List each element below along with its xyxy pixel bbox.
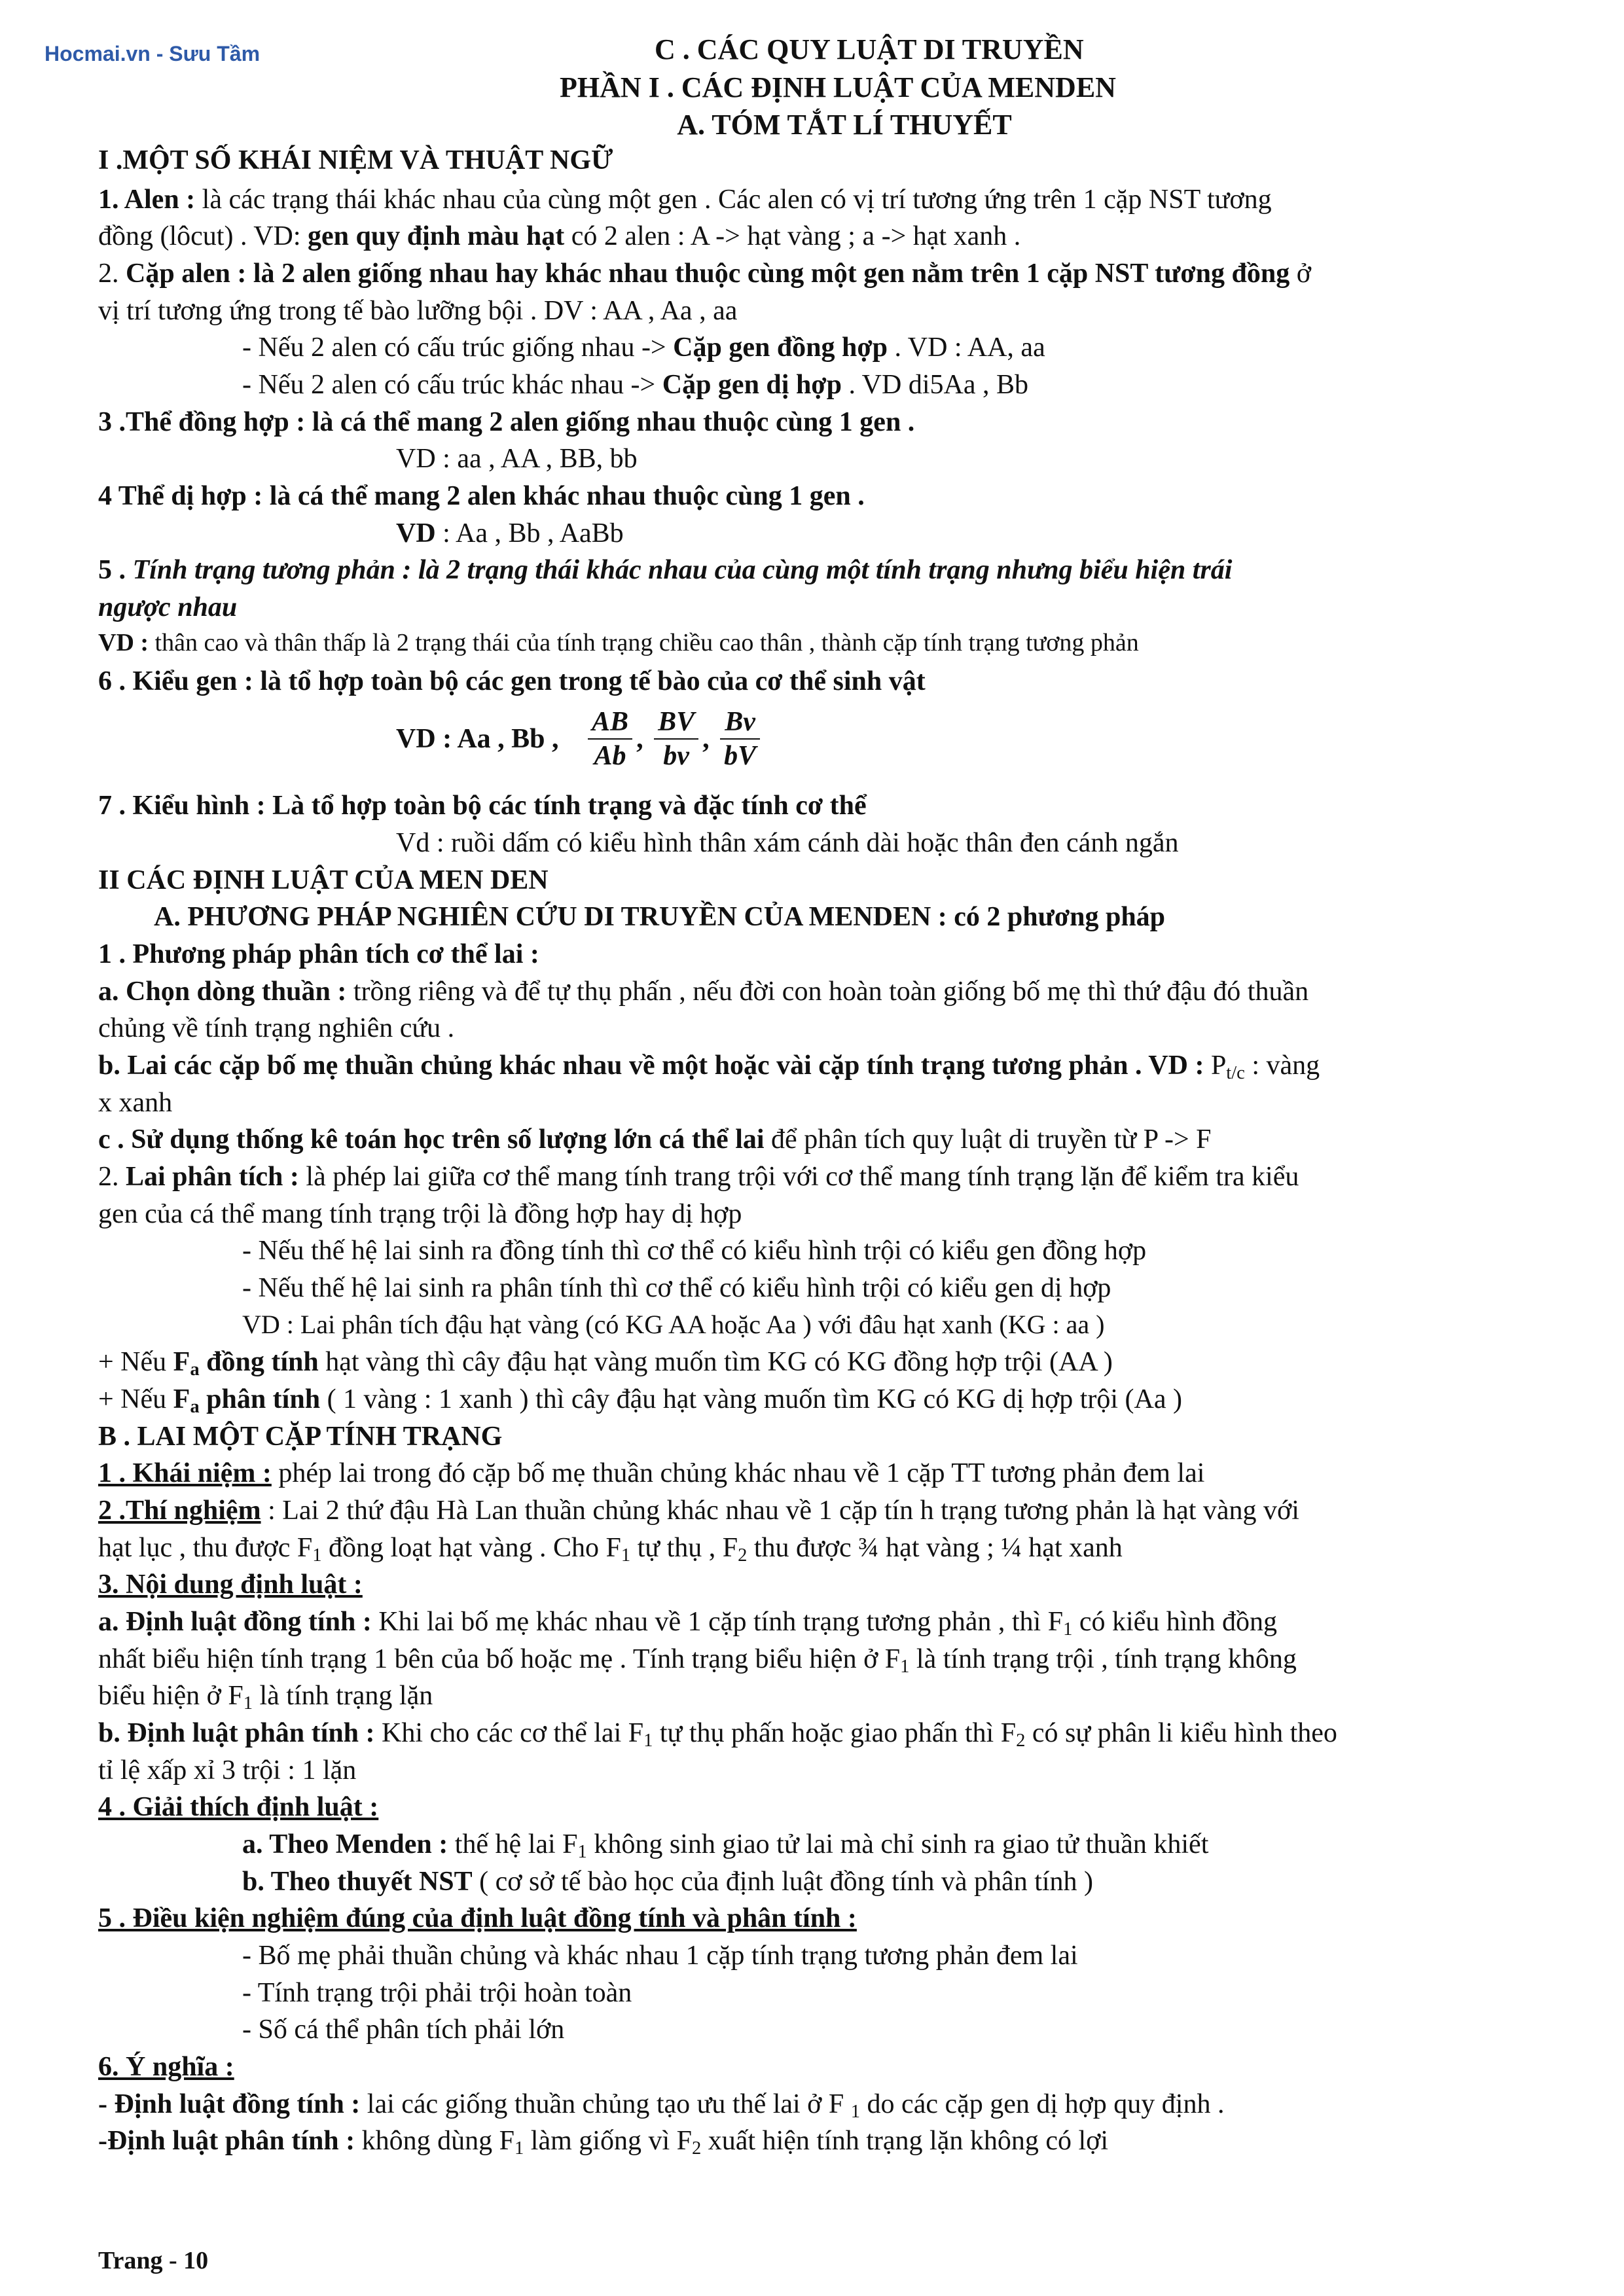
cap-alen-bold: Cặp alen : là 2 alen giống nhau hay khác nhau thuộc cùng một gen nằm trên 1 cặp NST tương đồng — [126, 259, 1290, 289]
title-line-2: PHẦN I . CÁC ĐỊNH LUẬT CỦA MENDEN — [560, 71, 1116, 103]
kieu-hinh-line: 7 . Kiểu hình : Là tổ hợp toàn bộ các tính trạng và đặc tính cơ thể — [98, 791, 867, 821]
kieu-gen-vd-label: VD : Aa , Bb , — [396, 724, 559, 754]
p1-pre: + Nếu — [98, 1347, 173, 1377]
yn2-tail: xuất hiện tính trạng lặn không có lợi — [701, 2126, 1109, 2156]
gt-a-sub: 1 — [577, 1842, 587, 1863]
p1-bold: đồng tính — [199, 1347, 319, 1377]
m2-text: là phép lai giữa cơ thể mang tính trang trội với cơ thể mang tính trạng lặn để kiểm tra kiểu — [298, 1162, 1299, 1192]
p2-sub: a — [190, 1397, 200, 1418]
comma-1: , — [636, 724, 643, 754]
method-2-bullet-2: - Nếu thế hệ lai sinh ra phân tính thì cơ thể có kiểu hình trội có kiểu gen dị hợp — [242, 1273, 1111, 1303]
m1-b-sub: t/c — [1226, 1063, 1245, 1084]
tuong-phan-line-2: ngược nhau — [98, 592, 238, 622]
gt-a-bold: a. Theo Menden : — [242, 1829, 448, 1859]
kieu-hinh-vd: Vd : ruồi dấm có kiểu hình thân xám cánh dài hoặc thân đen cánh ngắn — [396, 828, 1179, 858]
tuong-phan-text: Tính trạng tương phản : là 2 trạng thái khác nhau của cùng một tính trạng nhưng biểu hiện trái — [132, 555, 1233, 585]
fraction-ab-ab — [588, 708, 632, 770]
yn1-text: lai các giống thuần chủng tạo ưu thế lai ở F — [360, 2089, 851, 2119]
yn2-text: không dùng F — [355, 2126, 515, 2156]
alen-line-1 — [98, 185, 1272, 215]
section-2-sub-a: A. PHƯƠNG PHÁP NGHIÊN CỨU DI TRUYỀN CỦA MENDEN : có 2 phương pháp — [154, 902, 1166, 932]
tn-c3s: 2 — [738, 1545, 748, 1566]
m2-num: 2. — [98, 1162, 126, 1192]
alen-line-2 — [98, 221, 1020, 251]
yn1-tail: do các cặp gen dị hợp quy định . — [860, 2089, 1225, 2119]
alen-cont-b: gen quy định màu hạt — [308, 221, 565, 251]
m2-bold: Lai phân tích : — [126, 1162, 299, 1192]
section-heading-2: II CÁC ĐỊNH LUẬT CỦA MEN DEN — [98, 865, 549, 895]
method-1-heading: 1 . Phương pháp phân tích cơ thể lai : — [98, 939, 539, 969]
kieu-gen-line: 6 . Kiểu gen : là tổ hợp toàn bộ các gen trong tế bào của cơ thể sinh vật — [98, 666, 926, 696]
tn-c1: hạt lục , thu được F — [98, 1533, 313, 1563]
gt-a-text: thế hệ lai F — [448, 1829, 578, 1859]
frac3-den: bV — [724, 741, 757, 771]
cap-alen-bullet-1 — [242, 332, 1045, 363]
tn-c1s: 1 — [312, 1545, 322, 1566]
y-nghia-1 — [98, 2089, 1225, 2123]
phan-tinh-bold: b. Định luật phân tính : — [98, 1718, 375, 1748]
method-1-a — [98, 977, 1308, 1007]
dieu-kien-heading: 5 . Điều kiện nghiệm đúng của định luật đồng tính và phân tính : — [98, 1903, 857, 1933]
frac2-num: BV — [654, 708, 698, 740]
b2-pre: - Nếu 2 alen có cấu trúc khác nhau -> — [242, 370, 662, 400]
title-line-1: C . CÁC QUY LUẬT DI TRUYỀN — [655, 33, 1084, 65]
dong-tinh-line-1 — [98, 1607, 1277, 1640]
di-hop-vd-value: : Aa , Bb , AaBb — [435, 518, 624, 548]
dong-tinh-c1s: 1 — [900, 1657, 910, 1677]
y-nghia-heading: 6. Ý nghĩa : — [98, 2052, 234, 2082]
noi-dung-heading: 3. Nội dung định luật : — [98, 1570, 363, 1600]
cap-alen-bullet-2 — [242, 370, 1028, 400]
di-hop-vd-label: VD — [396, 518, 436, 548]
gt-b-bold: b. Theo thuyết NST — [242, 1867, 473, 1897]
phan-tinh-line-2: tỉ lệ xấp xỉ 3 trội : 1 lặn — [98, 1755, 357, 1785]
title-line-3: A. TÓM TẮT LÍ THUYẾT — [677, 109, 1012, 141]
method-2-plus-2 — [98, 1384, 1182, 1418]
m1-b-p: P — [1204, 1050, 1227, 1081]
yn1-bold: - Định luật đồng tính : — [98, 2089, 361, 2119]
dong-tinh-c1: nhất biểu hiện tính trạng 1 bên của bố hoặc mẹ . Tính trạng biểu hiện ở F — [98, 1644, 901, 1674]
tuong-phan-vd-text: thân cao và thân thấp là 2 trạng thái của tính trạng chiều cao thân , thành cặp tính trạng tương phản — [149, 629, 1139, 656]
p2-text: ( 1 vàng : 1 xanh ) thì cây đậu hạt vàng muốn tìm KG có KG dị hợp trội (Aa ) — [320, 1384, 1182, 1414]
b1-bold: Cặp gen đồng hợp — [673, 332, 888, 363]
di-hop-vd — [396, 518, 624, 548]
thi-nghiem-text: : Lai 2 thứ đậu Hà Lan thuần chủng khác nhau về 1 cặp tín h trạng tương phản là hạt vàng với — [261, 1496, 1299, 1526]
alen-def: là các trạng thái khác nhau của cùng một gen . Các alen có vị trí tương ứng trên 1 cặp NST tương — [195, 185, 1272, 215]
phan-tinh-mid: tự thụ phấn hoặc giao phấn thì F — [653, 1718, 1017, 1748]
dong-tinh-tail: có kiểu hình đồng — [1072, 1607, 1277, 1637]
phan-tinh-tail: có sự phân li kiểu hình theo — [1025, 1718, 1337, 1748]
khai-niem-text: phép lai trong đó cặp bố mẹ thuần chủng khác nhau về 1 cặp TT tương phản đem lai — [271, 1458, 1205, 1488]
yn2-sub: 1 — [514, 2138, 524, 2159]
giai-thich-heading: 4 . Giải thích định luật : — [98, 1792, 379, 1822]
m1-c-bold: c . Sử dụng thống kê toán học trên số lượng lớn cá thể lai — [98, 1124, 765, 1155]
thi-nghiem — [98, 1496, 1299, 1526]
m1-a-bold: a. Chọn dòng thuần : — [98, 977, 347, 1007]
p2-pre: + Nếu — [98, 1384, 173, 1414]
section-heading-1: I .MỘT SỐ KHÁI NIỆM VÀ THUẬT NGỮ — [98, 145, 613, 175]
frac1-num: AB — [588, 708, 632, 740]
method-2-vd: VD : Lai phân tích đậu hạt vàng (có KG AA hoặc Aa ) với đâu hạt xanh (KG : aa ) — [242, 1310, 1105, 1339]
method-2-plus-1 — [98, 1347, 1113, 1380]
frac1-den: Ab — [594, 741, 626, 771]
b2-bold: Cặp gen dị hợp — [662, 370, 842, 400]
b1-pre: - Nếu 2 alen có cấu trúc giống nhau -> — [242, 332, 674, 363]
p2-f: F — [173, 1384, 190, 1414]
page-number: Trang - 10 — [98, 2247, 209, 2274]
fraction-bv-bv2 — [720, 708, 760, 770]
m1-b-tail: : vàng — [1244, 1050, 1320, 1081]
khai-niem — [98, 1458, 1204, 1488]
dong-tinh-c2s: 1 — [243, 1693, 253, 1714]
cap-alen-tail: ở — [1290, 259, 1311, 289]
gt-a-tail: không sinh giao tử lai mà chỉ sinh ra giao tử thuần khiết — [586, 1829, 1209, 1859]
method-1-b-cont: x xanh — [98, 1088, 173, 1118]
yn1-sub: 1 — [850, 2102, 861, 2123]
giai-thich-b — [242, 1867, 1093, 1897]
fraction-bv-bv — [654, 708, 698, 770]
watermark: Hocmai.vn - Sưu Tầm — [45, 42, 261, 65]
p1-f: F — [173, 1347, 190, 1377]
thi-nghiem-label: 2 .Thí nghiệm — [98, 1496, 261, 1526]
frac2-den: bv — [663, 741, 689, 771]
dong-tinh-bold: a. Định luật đồng tính : — [98, 1607, 372, 1637]
method-1-c — [98, 1124, 1212, 1155]
comma-2: , — [702, 724, 710, 754]
dong-tinh-sub: 1 — [1063, 1619, 1073, 1640]
tuong-phan-vd — [98, 630, 1139, 657]
dong-tinh-line-3 — [98, 1681, 433, 1714]
phan-tinh-text: Khi cho các cơ thể lai F — [374, 1718, 644, 1748]
dong-hop-vd: VD : aa , AA , BB, bb — [396, 444, 638, 474]
p1-text: hạt vàng thì cây đậu hạt vàng muốn tìm KG có KG đồng hợp trội (AA ) — [318, 1347, 1113, 1377]
dong-tinh-c2: biểu hiện ở F — [98, 1681, 244, 1711]
yn2-bold: -Định luật phân tính : — [98, 2126, 355, 2156]
alen-cont-c: có 2 alen : A -> hạt vàng ; a -> hạt xanh . — [564, 221, 1021, 251]
tuong-phan-line-1 — [98, 555, 1232, 585]
dong-tinh-line-2 — [98, 1644, 1297, 1677]
yn2-sub2: 2 — [691, 2138, 702, 2159]
p1-sub: a — [190, 1359, 200, 1380]
tn-c4: thu được ¾ hạt vàng ; ¼ hạt xanh — [747, 1533, 1123, 1563]
tn-c2s: 1 — [621, 1545, 631, 1566]
dong-tinh-text: Khi lai bố mẹ khác nhau về 1 cặp tính trạng tương phản , thì F — [371, 1607, 1064, 1637]
thi-nghiem-cont — [98, 1533, 1123, 1566]
dong-hop-line: 3 .Thể đồng hợp : là cá thể mang 2 alen giống nhau thuộc cùng 1 gen . — [98, 407, 915, 437]
alen-term: 1. Alen : — [98, 185, 196, 215]
dong-tinh-c2t: là tính trạng lặn — [252, 1681, 433, 1711]
dong-tinh-c1t: là tính trạng trội , tính trạng không — [909, 1644, 1297, 1674]
di-hop-line: 4 Thể dị hợp : là cá thể mang 2 alen khác nhau thuộc cùng 1 gen . — [98, 481, 865, 511]
khai-niem-label: 1 . Khái niệm : — [98, 1458, 272, 1488]
frac3-num: Bv — [720, 708, 760, 740]
phan-tinh-line-1 — [98, 1718, 1337, 1751]
m1-a-text: trồng riêng và để tự thụ phấn , nếu đời con hoàn toàn giống bố mẹ thì thứ đậu đó thuần — [346, 977, 1309, 1007]
m1-b-bold: b. Lai các cặp bố mẹ thuần chủng khác nhau về một hoặc vài cặp tính trạng tương phản . VD : — [98, 1050, 1204, 1081]
b1-post: . VD : AA, aa — [888, 332, 1045, 363]
cap-alen-num: 2. — [98, 259, 126, 289]
b2-post: . VD di5Aa , Bb — [841, 370, 1028, 400]
method-2 — [98, 1162, 1299, 1192]
phan-tinh-sub2: 2 — [1016, 1731, 1026, 1751]
cap-alen-line-1 — [98, 259, 1311, 289]
section-b-heading: B . LAI MỘT CẶP TÍNH TRẠNG — [98, 1422, 503, 1452]
m1-c-text: để phân tích quy luật di truyền từ P -> F — [764, 1124, 1212, 1155]
giai-thich-a — [242, 1829, 1209, 1863]
method-1-b — [98, 1050, 1320, 1084]
dieu-kien-1: - Bố mẹ phải thuần chủng và khác nhau 1 cặp tính trạng tương phản đem lai — [242, 1941, 1078, 1971]
alen-cont-a: đồng (lôcut) . VD: — [98, 221, 308, 251]
gt-b-text: ( cơ sở tế bào học của định luật đồng tính và phân tính ) — [472, 1867, 1094, 1897]
tn-c3: tự thụ , F — [630, 1533, 738, 1563]
method-2-cont: gen của cá thể mang tính trạng trội là đồng hợp hay dị hợp — [98, 1199, 742, 1229]
yn2-mid: làm giống vì F — [524, 2126, 692, 2156]
cap-alen-line-2: vị trí tương ứng trong tế bào lưỡng bội . DV : AA , Aa , aa — [98, 296, 738, 326]
method-1-a-cont: chủng về tính trạng nghiên cứu . — [98, 1013, 455, 1043]
tuong-phan-num: 5 . — [98, 555, 133, 585]
y-nghia-2 — [98, 2126, 1109, 2159]
kieu-gen-vd — [396, 708, 764, 770]
p2-bold: phân tính — [199, 1384, 321, 1414]
dieu-kien-3: - Số cá thể phân tích phải lớn — [242, 2015, 565, 2045]
tuong-phan-vd-label: VD : — [98, 629, 149, 656]
tn-c2: đồng loạt hạt vàng . Cho F — [321, 1533, 621, 1563]
method-2-bullet-1: - Nếu thế hệ lai sinh ra đồng tính thì cơ thể có kiểu hình trội có kiểu gen đồng hợp — [242, 1236, 1147, 1266]
dieu-kien-2: - Tính trạng trội phải trội hoàn toàn — [242, 1978, 632, 2008]
phan-tinh-sub: 1 — [643, 1731, 653, 1751]
